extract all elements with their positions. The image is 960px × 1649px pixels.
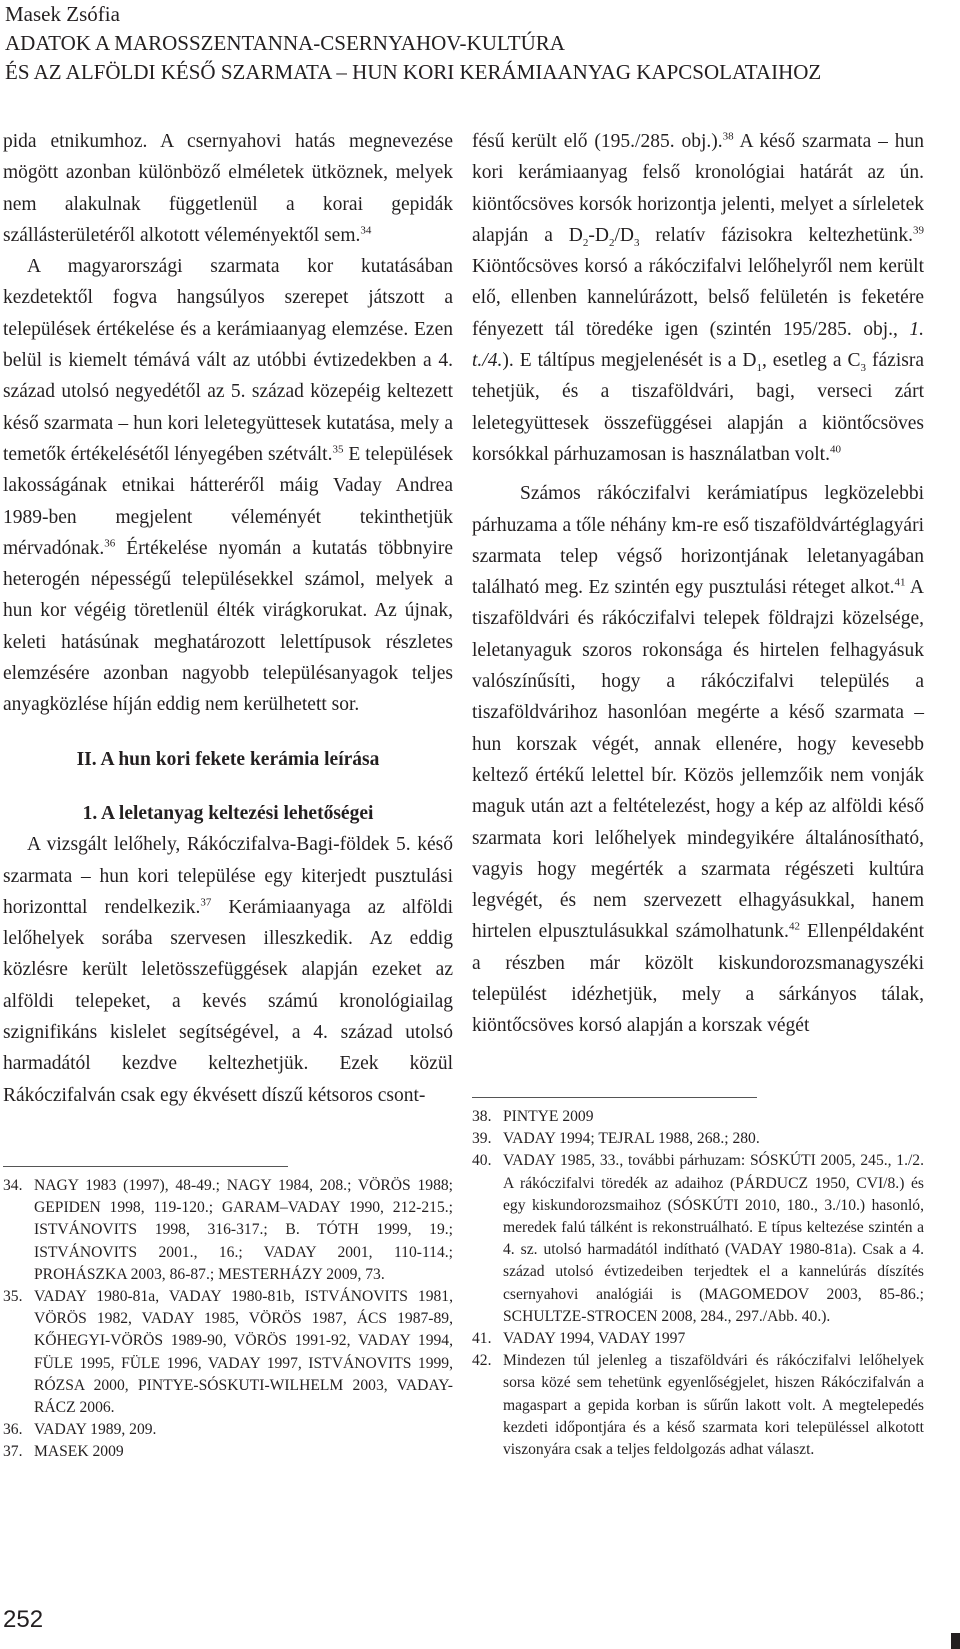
paragraph bbox=[3, 829, 453, 1111]
page-number: 252 bbox=[3, 1606, 44, 1633]
footnote-text: MASEK 2009 bbox=[34, 1443, 124, 1461]
footnote bbox=[3, 1175, 453, 1286]
footnote-ref: 34 bbox=[360, 224, 372, 237]
footnote-text: Mindezen túl jelenleg a tiszaföldvári és rákóczifalvi lelőhelyek sorsa közé sem tehetünk egyenlőségjelet, hiszen Rákóczifalván a magaspart a gepida korban is sűrűn lakott volt. A megtelepedés kezdeti időpontjára és a késő szarmata kori településsel alkotott viszonyára csak a teljes feldolgozás adhat választ. bbox=[503, 1352, 924, 1459]
running-header bbox=[5, 0, 955, 87]
footnote-text: VADAY 1985, 33., további párhuzam: SÓSKÚTI 2005, 245., 1./2. A rákóczifalvi töredék az adaihoz (PÁRDUCZ 1950, CVI/8.) és egy kiskundorozsmaihoz (SÓSKÚTI 2010, 180., 3./10.) hasonló, meredek falú tálként is rekonstruálható. E típus keltezése szintén a 4. sz. utolsó harmadától indítható (VADAY 1980-81a). Csak a 4. század utolsó évtizedeiben terjedtek el a kannelúrás díszítés csernyahovi analógiái is (MAGOMEDOV 2003, 85-86.; SCHULTZE-STROCEN 2008, 284., 297./Abb. 40.). bbox=[503, 1152, 924, 1325]
text-run: -D bbox=[588, 224, 609, 246]
footnote-ref: 36 bbox=[104, 537, 116, 550]
footnote-text: VADAY 1989, 209. bbox=[34, 1421, 157, 1439]
footnote bbox=[3, 1286, 453, 1419]
article-title-line-2: ÉS AZ ALFÖLDI KÉSŐ SZARMATA – HUN KORI KERÁMIAANYAG KAPCSOLATAIHOZ bbox=[5, 60, 822, 84]
right-column bbox=[472, 126, 924, 1042]
paragraph bbox=[3, 251, 453, 720]
footnote bbox=[3, 1419, 453, 1441]
footnote-ref: 39 bbox=[913, 224, 924, 237]
text-run: Értékelése nyomán a kutatás többnyire heterogén népességű településekkel számol, melyek a hun kor végéig töretlenül élték virágkorukat. Az újnak, keleti hatásúnak meghatározott lelettípusok részletes elemzésére azonban nagyobb településanyagok teljes anyagközlése híján eddig nem kerülhetett sor. bbox=[3, 537, 453, 716]
footnotes-left bbox=[3, 1175, 453, 1464]
text-run: fésű került elő (195./285. obj.). bbox=[472, 131, 723, 152]
text-run: A tiszaföldvári és rákóczifalvi telepek földrajzi közelsége, leletanyaguk szoros rokonsága és hirtelen felhagyásuk valószínűsíti, hogy a rákóczifalvi település a tiszaföldvárihoz hasonlóan megérte a késő szarmata – hun korszak végét, annak ellenére, hogy kevesebb keltező értékű lelettel bír. Közös jellemzőik nem vonják maguk után azt a feltételezést, hogy a kép az alföldi késő szarmata kori lelőhelyek mindegyikére általánosítható, vagyis hogy megérték a szarmata régészeti kultúra legvégét, és nem szervezett elhagyásukkal, hanem hirtelen elpusztulásukkal számolhatunk. bbox=[472, 577, 924, 943]
subscript: 3 bbox=[633, 236, 640, 249]
footnotes-right bbox=[472, 1106, 924, 1461]
section-heading: II. A hun kori fekete kerámia leírása bbox=[76, 748, 380, 770]
subscript: 2 bbox=[582, 236, 589, 249]
footnote-ref: 37 bbox=[200, 896, 212, 909]
text-run: Számos rákóczifalvi kerámiatípus legközelebbi párhuzama a tőle néhány km-re eső tiszaföldvártéglagyári szarmata telep végső horizontjának leletanyagában található meg. Ez szintén egy pusztulási réteget alkot. bbox=[472, 483, 924, 599]
text-run: pida etnikumhoz. A csernyahovi hatás megnevezése mögött azonban különböző elméletek ütköznek, melyek nem alakulnak függetlenül a korai gepidák szállásterületéről alkotott véleményektől sem. bbox=[3, 131, 453, 246]
text-run: Kerámiaanyaga az alföldi lelőhelyek sorába szervesen illeszkedik. Az eddig közlésre került leletösszefüggések alapján ezeket az alföldi telepeket, a kevés számú kronológiailag szignifikáns kislelet segítségével, a 4. század utolsó harmadától kezdve keltezhetjük. Ezek közül Rákóczifalván csak egy ékvésett díszű kétsoros csont- bbox=[3, 896, 453, 1106]
footnote-number: 42. bbox=[472, 1352, 492, 1370]
author-name: Masek Zsófia bbox=[5, 2, 120, 26]
footnote bbox=[472, 1328, 924, 1350]
footnote-ref: 41 bbox=[894, 576, 906, 589]
footnote-number: 39. bbox=[472, 1130, 492, 1148]
text-run: fázisra tehetjük, és a tiszaföldvári, bagi, verseci zárt leletegyüttesek összefüggései alapján a kiöntőcsöves korsókkal párhuzamosan is használatban volt. bbox=[472, 350, 924, 465]
footnote-number: 35. bbox=[3, 1288, 23, 1306]
subsection-heading: 1. A leletanyag keltezési lehetőségei bbox=[82, 802, 374, 824]
footnote-ref: 35 bbox=[332, 443, 344, 456]
text-run: , esetleg a C bbox=[761, 350, 861, 372]
text-run: A vizsgált lelőhely, Rákóczifalva-Bagi-földek 5. késő szarmata – hun kori települése egy kiterjedt pusztulási horizonttal rendelkezik. bbox=[3, 834, 453, 918]
footnote-number: 38. bbox=[472, 1108, 492, 1125]
footnote-text: VADAY 1980-81a, VADAY 1980-81b, ISTVÁNOVITS 1981, VÖRÖS 1982, VADAY 1985, VÖRÖS 1987, ÁCS 1987-89, KŐHEGYI-VÖRÖS 1989-90, VÖRÖS 1991-92, VADAY 1994, FÜLE 1995, FÜLE 1996, VADAY 1997, ISTVÁNOVITS 1999, RÓZSA 2000, PINTYE-SÓSKUTI-WILHELM 2003, VADAY-RÁCZ 2006. bbox=[34, 1288, 453, 1417]
subscript: 3 bbox=[860, 361, 867, 374]
text-run: A magyarországi szarmata kor kutatásában kezdetektől fogva hangsúlyos szerepet játszott a települések értékelése és a kerámiaanyag elemzése. Ezen belül is kiemelt témává vált az utóbbi évtizedekben a 4. század utolsó negyedétől az 5. század közepéig keltezett késő szarmata – hun kori leletegyüttesek kutatása, mely a temetők értékelésétől lényegében szétvált. bbox=[3, 256, 453, 465]
text-run: E települések lakosságának etnikai hátteréről máig Vaday Andrea 1989-ben megjelent véleményét tekinthetjük mérvadónak. bbox=[3, 443, 454, 559]
paragraph bbox=[3, 126, 453, 251]
paragraph bbox=[472, 126, 924, 470]
footnote-ref: 40 bbox=[829, 443, 841, 456]
footnote-number: 41. bbox=[472, 1330, 492, 1348]
paragraph bbox=[472, 478, 924, 1041]
subscript: 2 bbox=[608, 236, 615, 249]
text-run: /D bbox=[614, 224, 634, 246]
footnote-separator bbox=[472, 1097, 757, 1098]
text-run: relatív fázisokra keltezhetünk. bbox=[639, 224, 913, 246]
footnote bbox=[472, 1150, 924, 1328]
footnote-ref: 42 bbox=[788, 920, 800, 933]
figure-reference: 1. t./4. bbox=[472, 318, 924, 372]
footnote bbox=[472, 1106, 924, 1128]
edge-mark bbox=[951, 1633, 960, 1649]
footnote-number: 40. bbox=[472, 1152, 492, 1170]
footnote bbox=[472, 1128, 924, 1150]
footnote-text: VADAY 1994, VADAY 1997 bbox=[503, 1330, 686, 1348]
footnote-ref: 38 bbox=[722, 130, 734, 143]
footnote bbox=[472, 1350, 924, 1461]
footnote bbox=[3, 1441, 453, 1463]
footnote-number: 34. bbox=[3, 1177, 23, 1194]
footnote-number: 36. bbox=[3, 1421, 23, 1439]
footnote-text: VADAY 1994; TEJRAL 1988, 268.; 280. bbox=[503, 1130, 760, 1148]
footnote-text: PINTYE 2009 bbox=[503, 1108, 594, 1125]
left-column bbox=[3, 126, 453, 1111]
text-run: Ellenpéldaként a részben már közölt kiskundorozsmanagyszéki települést idézhetjük, mely a sárkányos tálak, kiöntőcsöves korsó alapján a korszak végét bbox=[472, 921, 924, 1037]
text-run: A késő szarmata – hun kori kerámiaanyag felső kronológiai határát az ún. kiöntőcsöves korsók horizontja jelenti, melyet a sírleletek alapján a D bbox=[472, 131, 924, 246]
text-run: Kiöntőcsöves korsó a rákóczifalvi lelőhelyről nem került elő, ellenben kannelúrázott, belső felületén is feketére fényezett tál töredéke igen (szintén 195/285. obj., bbox=[472, 256, 924, 340]
article-title-line-1: ADATOK A MAROSSZENTANNA-CSERNYAHOV-KULTÚRA bbox=[5, 31, 565, 55]
footnote-separator bbox=[3, 1166, 288, 1167]
text-run: ). E táltípus megjelenését is a D bbox=[502, 350, 757, 372]
footnote-number: 37. bbox=[3, 1443, 23, 1461]
subscript: 1 bbox=[756, 361, 762, 374]
footnote-text: NAGY 1983 (1997), 48-49.; NAGY 1984, 208.; VÖRÖS 1988; GEPIDEN 1998, 119-120.; GARAM–VADAY 1990, 212-215.; ISTVÁNOVITS 1998, 316-317.; B. TÓTH 1999, 19.; ISTVÁNOVITS 2001., 16.; VADAY 2001, 110-114.; PROHÁSZKA 2003, 86-87.; MESTERHÁZY 2009, 73. bbox=[34, 1177, 453, 1283]
